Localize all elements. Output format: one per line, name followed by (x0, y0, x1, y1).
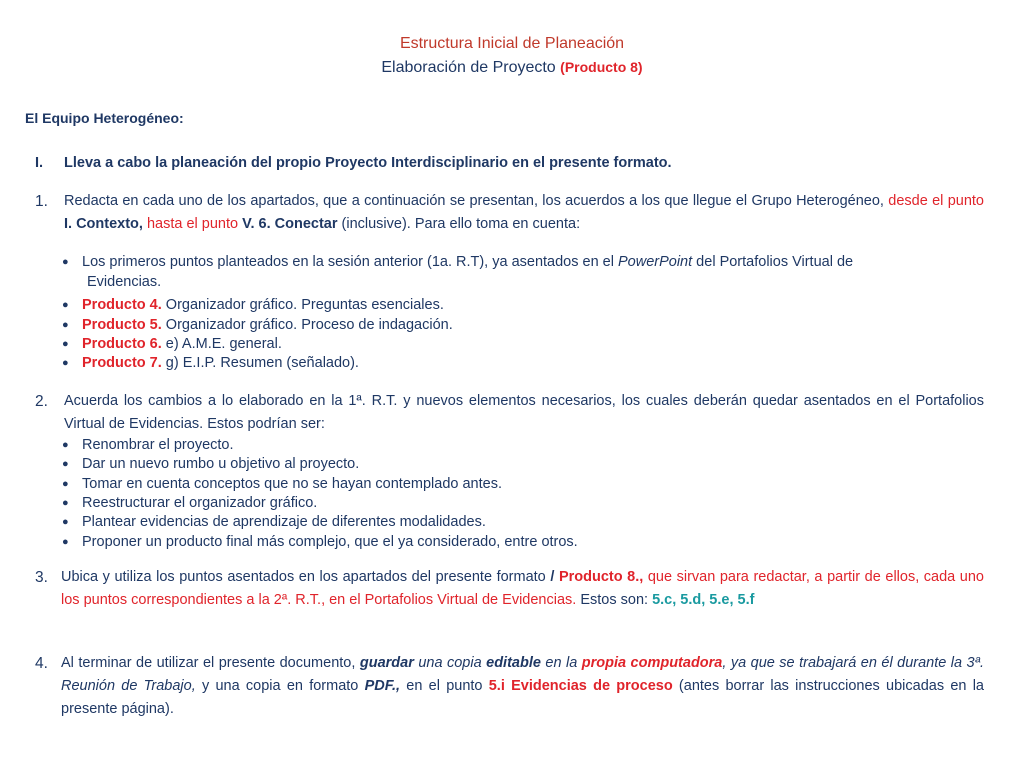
intro-text: Lleva a cabo la planeación del propio Proyecto Interdisciplinario en el presente formato. (64, 155, 672, 171)
item3-text: Ubica y utiliza los puntos asentados en los apartados del presente formato / Producto 8., que sirvan para redactar, a partir de ellos, cada uno los puntos correspondientes a la 2ª. R.T., en el Portafolios Virtual de Evidencias. Estos son: 5.c, 5.d, 5.e, 5.f (61, 569, 985, 608)
list-item: ● Renombrar el proyecto. (62, 437, 234, 453)
list-item: ● Reestructurar el organizador gráfico. (62, 495, 318, 511)
bullet-icon: ● (62, 256, 69, 268)
bullet-icon: ● (62, 478, 69, 490)
bullet-icon: ● (62, 536, 69, 548)
list-item: ● Producto 4. Organizador gráfico. Preguntas esenciales. (62, 297, 444, 313)
bullet-icon: ● (62, 299, 69, 311)
list-item: ● Producto 5. Organizador gráfico. Proceso de indagación. (62, 317, 453, 333)
item1-text: Redacta en cada uno de los apartados, que a continuación se presentan, los acuerdos a los que llegue el Grupo Heterogéneo, desde el punto I. Contexto, hasta el punto V. 6. Conectar (inclusive). Para ello toma en cuenta: (64, 193, 984, 232)
bullet-icon: ● (62, 497, 69, 509)
bullet-icon: ● (62, 319, 69, 331)
subtitle-main: Elaboración de Proyecto (381, 59, 556, 76)
list-item: ● Dar un nuevo rumbo u objetivo al proyecto. (62, 456, 360, 472)
list-item: ● Producto 6. e) A.M.E. general. (62, 336, 282, 352)
document-subtitle (0, 59, 1024, 77)
bullet-icon: ● (62, 458, 69, 470)
bullet-icon: ● (62, 338, 69, 350)
bullet-icon: ● (62, 516, 69, 528)
list-item: ● Los primeros puntos planteados en la sesión anterior (1a. R.T), ya asentados en el PowerPoint del Portafolios Virtual de (62, 254, 854, 270)
subtitle-tag: (Producto 8) (560, 59, 643, 75)
bullet-icon: ● (62, 357, 69, 369)
list-item: ● Proponer un producto final más complejo, que el ya considerado, entre otros. (62, 534, 578, 550)
list-item-continuation: Evidencias. (87, 274, 162, 290)
item1-number: 1. (35, 193, 48, 210)
item3-number: 3. (35, 569, 48, 586)
section-title: El Equipo Heterogéneo: (25, 110, 184, 126)
list-item: ● Plantear evidencias de aprendizaje de diferentes modalidades. (62, 514, 486, 530)
item4-text: Al terminar de utilizar el presente documento, guardar una copia editable en la propia computadora, ya que se trabajará en él durante la 3ª. Reunión de Trabajo, y una copia en formato PDF., en el punto 5.i Evidencias de proceso (antes borrar las instrucciones ubicadas en la presente página). (61, 655, 984, 717)
bullet-icon: ● (62, 439, 69, 451)
list-item: ● Tomar en cuenta conceptos que no se hayan contemplado antes. (62, 476, 502, 492)
item2-text: Acuerda los cambios a lo elaborado en la 1ª. R.T. y nuevos elementos necesarios, los cuales deberán quedar asentados en el Portafolios Virtual de Evidencias. Estos podrían ser: (64, 393, 984, 432)
document-title: Estructura Inicial de Planeación (399, 35, 625, 52)
item4-number: 4. (35, 655, 48, 672)
intro-number: I. (35, 155, 44, 171)
list-item: ● Producto 7. g) E.I.P. Resumen (señalado). (62, 355, 359, 371)
item2-number: 2. (35, 393, 48, 410)
